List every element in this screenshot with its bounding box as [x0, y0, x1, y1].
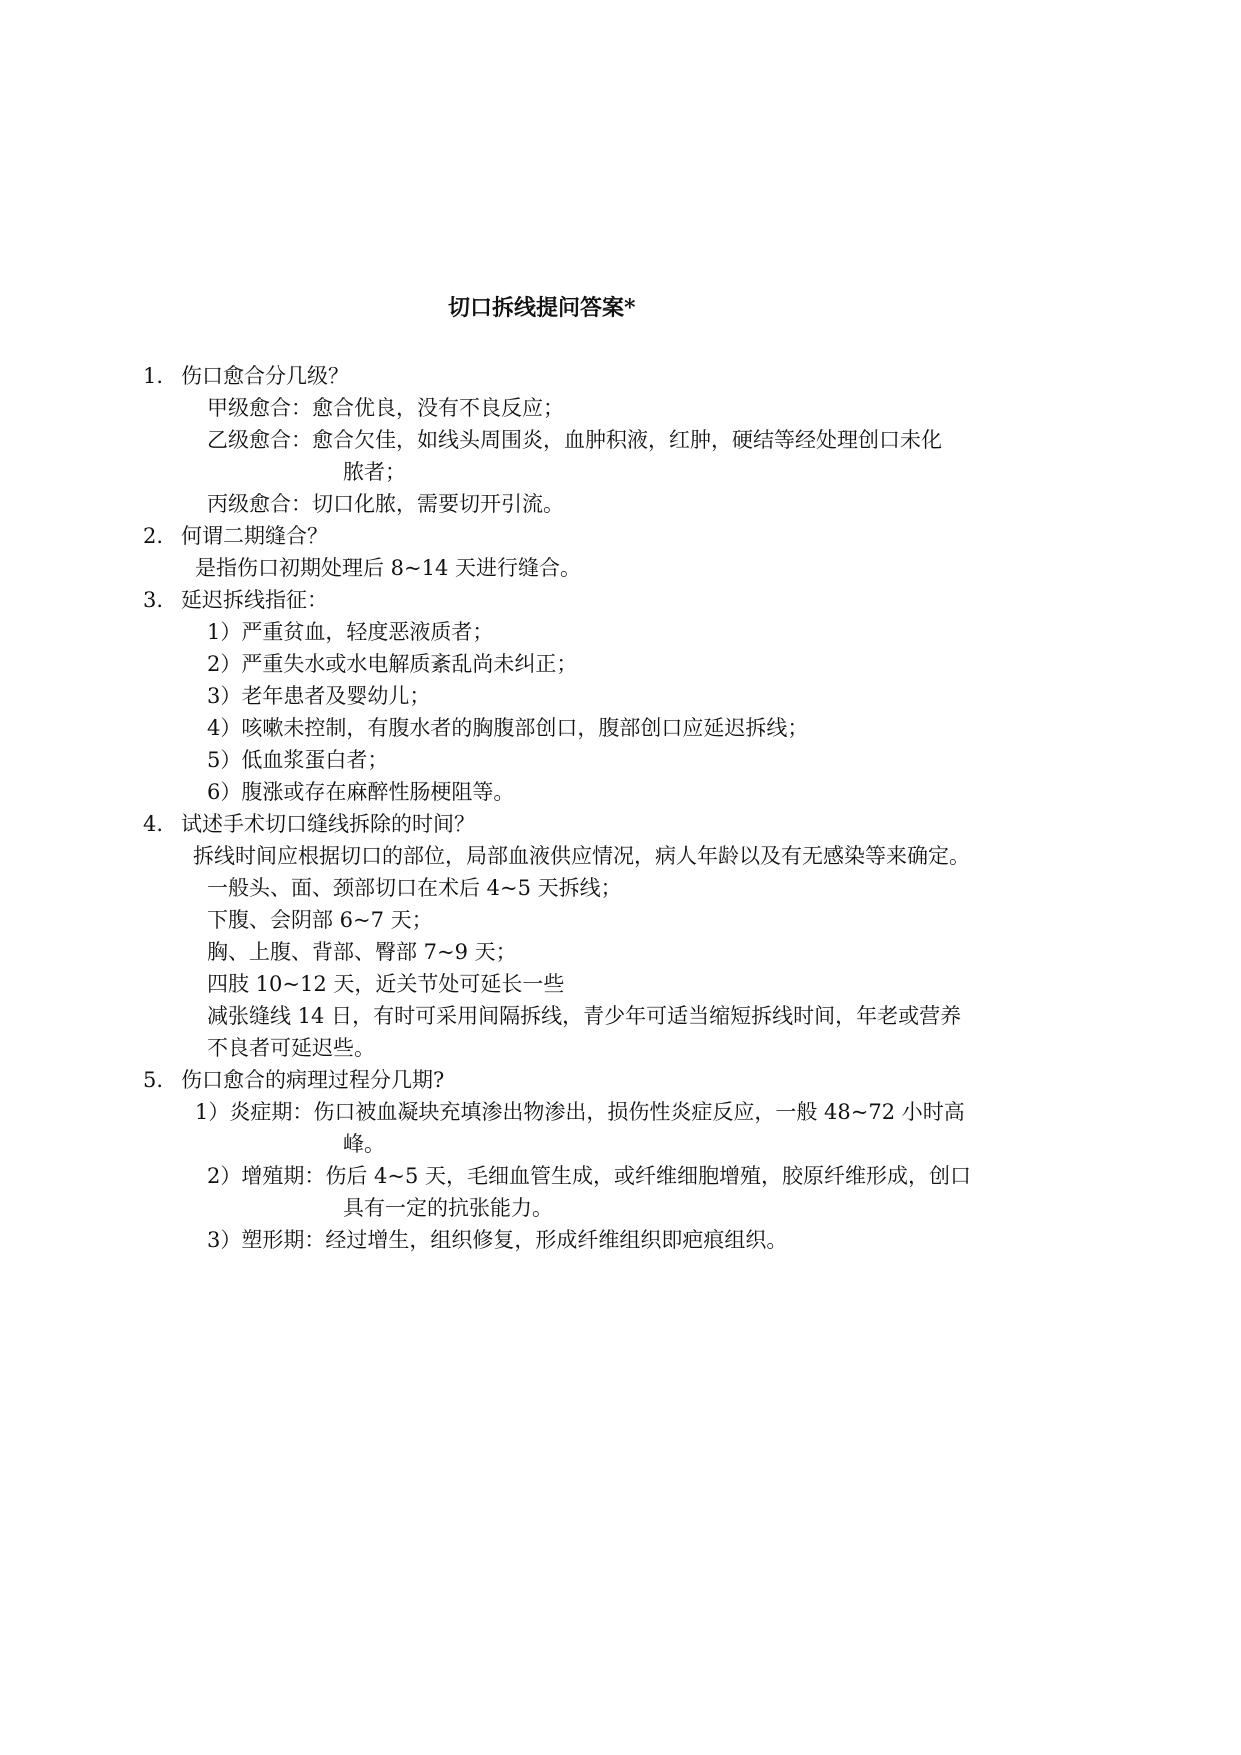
question-1: [143, 361, 349, 391]
answer-line: 拆线时间应根据切口的部位，局部血液供应情况，病人年龄以及有无感染等来确定。: [193, 844, 970, 868]
list-item: 2）严重失水或水电解质紊乱尚未纠正；: [207, 652, 578, 676]
question-number: 5.: [143, 1068, 164, 1092]
question-number: 3.: [143, 588, 164, 612]
answer-line: 具有一定的抗张能力。: [343, 1196, 553, 1220]
answer-line: 脓者；: [343, 460, 406, 484]
answer-line: 四肢 10~12 天，近关节处可延长一些: [207, 972, 565, 996]
question-text: 试述手术切口缝线拆除的时间？: [181, 812, 475, 836]
list-item: 4）咳嗽未控制，有腹水者的胸腹部创口，腹部创口应延迟拆线；: [207, 716, 809, 740]
answer-line: 胸、上腹、背部、臀部 7~9 天；: [207, 940, 517, 964]
answer-line: 2）增殖期：伤后 4~5 天，毛细血管生成，或纤维细胞增殖，胶原纤维形成，创口: [207, 1164, 972, 1188]
question-text: 延迟拆线指征：: [181, 588, 328, 612]
question-3: [143, 585, 328, 615]
answer-line: 是指伤口初期处理后 8~14 天进行缝合。: [195, 556, 582, 580]
question-text: 何谓二期缝合？: [181, 524, 328, 548]
list-item: 6）腹涨或存在麻醉性肠梗阻等。: [207, 780, 515, 804]
document-title: 切口拆线提问答案*: [448, 295, 636, 321]
answer-line: 3）塑形期：经过增生，组织修复，形成纤维组织即疤痕组织。: [207, 1228, 788, 1252]
answer-line: 一般头、面、颈部切口在术后 4~5 天拆线；: [207, 876, 622, 900]
answer-line: 减张缝线 14 日，有时可采用间隔拆线，青少年可适当缩短拆线时间，年老或营养: [207, 1004, 962, 1028]
question-text: 伤口愈合的病理过程分几期?: [181, 1068, 445, 1092]
answer-line: 1）炎症期：伤口被血凝块充填渗出物渗出，损伤性炎症反应，一般 48~72 小时高: [195, 1100, 965, 1124]
question-text: 伤口愈合分几级？: [181, 364, 349, 388]
question-number: 4.: [143, 812, 164, 836]
answer-line: 下腹、会阴部 6~7 天；: [207, 908, 433, 932]
answer-line: 不良者可延迟些。: [207, 1036, 375, 1060]
list-item: 1）严重贫血，轻度恶液质者；: [207, 620, 494, 644]
question-2: [143, 521, 328, 551]
list-item: 5）低血浆蛋白者；: [207, 748, 389, 772]
answer-line: 峰。: [343, 1132, 385, 1156]
answer-line: 丙级愈合：切口化脓，需要切开引流。: [207, 492, 564, 516]
question-number: 1.: [143, 364, 164, 388]
list-item: 3）老年患者及婴幼儿；: [207, 684, 431, 708]
answer-line: 甲级愈合：愈合优良，没有不良反应；: [207, 396, 564, 420]
question-number: 2.: [143, 524, 164, 548]
question-4: [143, 809, 475, 839]
answer-line: 乙级愈合：愈合欠佳，如线头周围炎，血肿积液，红肿，硬结等经处理创口未化: [207, 428, 942, 452]
question-5: [143, 1065, 444, 1095]
